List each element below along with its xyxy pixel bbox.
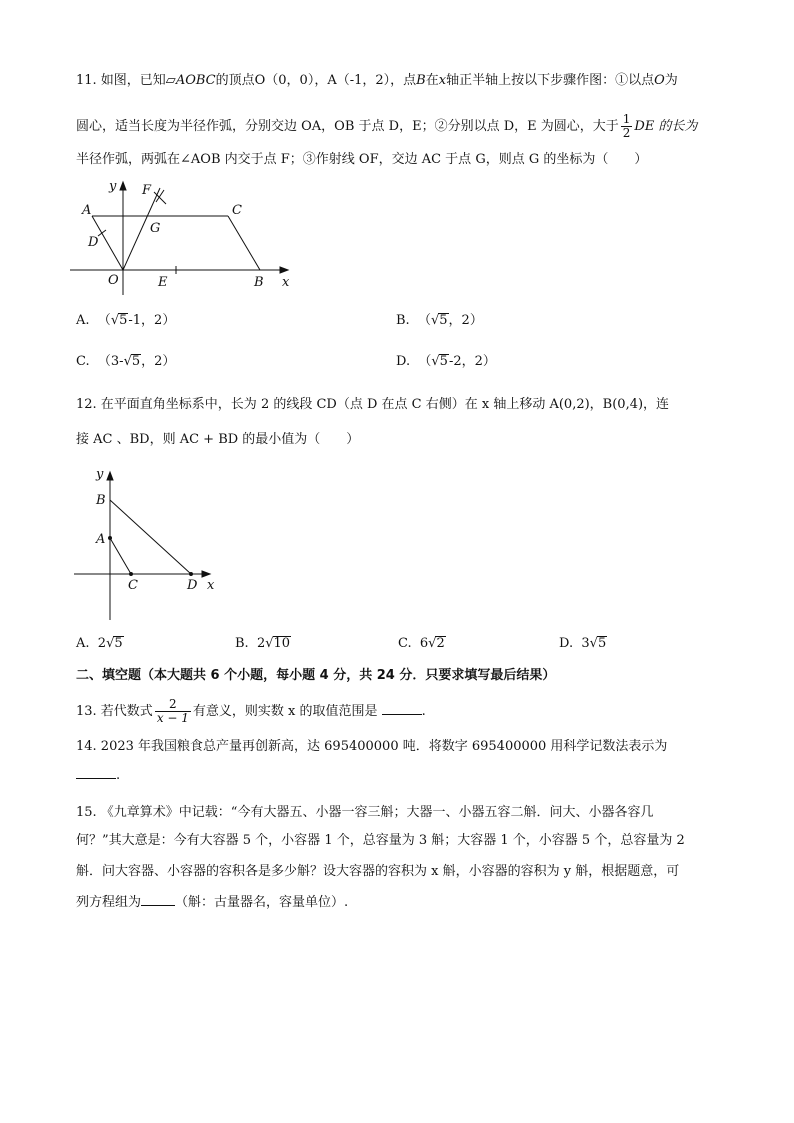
- radicand: 5: [597, 636, 607, 651]
- q15-text: 斛．问大容器、小容器的容积各是多少斛？设大容器的容积为 x 斛，小容器的容积为 y 斛，根据题意，可: [76, 864, 680, 879]
- option-coef: 2: [256, 636, 266, 651]
- q12-option-a[interactable]: A. 2√5: [76, 636, 123, 651]
- option-key: C.: [398, 636, 412, 651]
- q11-line2: [76, 113, 697, 140]
- frac-numerator: 2: [155, 698, 191, 712]
- q11-option-d[interactable]: D. （√5-2，2）: [396, 354, 496, 369]
- option-coef: 6: [419, 636, 429, 651]
- arc-mark-D: [98, 230, 106, 236]
- radicand: 5: [131, 354, 141, 369]
- q13-text: .: [421, 704, 426, 719]
- q11-option-b[interactable]: B. （√5，2）: [396, 313, 483, 328]
- option-key: D.: [559, 636, 574, 651]
- q11-figure: [60, 170, 310, 295]
- segment-BD: [110, 500, 191, 574]
- point-C: [129, 572, 133, 576]
- segment-CB: [228, 216, 260, 270]
- option-key: A.: [76, 313, 90, 328]
- q11-text: B: [416, 73, 426, 88]
- q11-text: DE 的长为: [634, 119, 698, 134]
- q13-fraction: [155, 698, 191, 725]
- q15-text: 列方程组为: [76, 895, 142, 910]
- label-O: O: [108, 273, 119, 288]
- section-heading: [76, 666, 555, 686]
- section-heading-text: 二、填空题（本大题共 6 个小题，每小题 4 分，共 24 分．只要求填写最后结果）: [76, 668, 556, 683]
- q15-line1: [76, 803, 653, 823]
- y-axis-arrow: [107, 472, 113, 480]
- radicand: 2: [436, 636, 445, 651]
- label-C: C: [232, 203, 242, 218]
- option-text: （: [417, 313, 431, 328]
- q14-text: 14. 2023 年我国粮食总产量再创新高，达 695400000 吨．将数字 695400000 用科学记数法表示为: [76, 739, 668, 754]
- q12-text: 12. 在平面直角坐标系中，长为 2 的线段 CD（点 D 在点 C 右侧）在 x 轴上移动 A(0,2)，B(0,4)，连: [76, 397, 670, 412]
- frac-denominator: 2: [622, 126, 631, 140]
- point-D: [189, 572, 193, 576]
- q11-option-c[interactable]: C. （3-√5，2）: [76, 354, 176, 369]
- q12-option-d[interactable]: D. 3√5: [559, 636, 607, 651]
- q13-answer-blank[interactable]: [382, 702, 422, 715]
- point-A: [108, 536, 112, 540]
- q11-text: 在: [425, 73, 439, 88]
- q15-text: （斛：古量器名，容量单位）.: [175, 895, 349, 910]
- q15-line4: [76, 893, 348, 913]
- option-key: D.: [396, 354, 411, 369]
- q11-text: 半径作弧，两弧在∠AOB 内交于点 F；③作射线 OF，交边 AC 于点 G，则点 G 的坐标为（ ）: [76, 152, 648, 167]
- option-text: （3-: [97, 354, 124, 369]
- label-D: D: [88, 235, 99, 250]
- option-key: C.: [76, 354, 90, 369]
- q11-text: 轴正半轴上按以下步骤作图：①以点: [446, 73, 655, 88]
- option-text: -1，2）: [128, 313, 176, 328]
- option-key: B.: [396, 313, 410, 328]
- frac-numerator: 1: [622, 112, 631, 126]
- q12-text: 接 AC 、BD，则 AC + BD 的最小值为（ ）: [76, 432, 360, 447]
- label-x: x: [282, 275, 290, 290]
- q11-parallelogram-name: AOBC: [175, 73, 216, 88]
- q11-text: 的顶点: [215, 73, 255, 88]
- label-y: y: [96, 467, 104, 482]
- q15-text: 何？”其大意是：今有大容器 5 个，小容器 1 个，总容量为 3 斛；大容器 1 个，小容器 5 个，总容量为 2: [76, 833, 685, 848]
- label-D: D: [187, 578, 198, 593]
- q13-text: 有意义，则实数 x 的取值范围是: [192, 704, 378, 719]
- label-E: E: [158, 275, 168, 290]
- radicand: 5: [439, 354, 448, 369]
- label-B: B: [254, 275, 264, 290]
- option-text: （: [418, 354, 432, 369]
- option-key: A.: [76, 636, 90, 651]
- q14-line2: [76, 766, 120, 786]
- q14-text: .: [116, 768, 121, 783]
- label-G: G: [150, 221, 161, 236]
- option-coef: 3: [581, 636, 590, 651]
- radicand: 10: [273, 636, 291, 651]
- q12-line2: [76, 430, 359, 450]
- label-B: B: [96, 493, 106, 508]
- option-coef: 2: [97, 636, 107, 651]
- q13: [76, 698, 426, 725]
- x-axis-arrow: [202, 571, 210, 577]
- q11-line3: [76, 150, 647, 170]
- radicand: 5: [114, 636, 123, 651]
- q15-answer-blank[interactable]: [141, 893, 175, 906]
- frac-denominator: x − 1: [156, 711, 189, 725]
- q11-option-a[interactable]: A. （√5-1，2）: [76, 313, 176, 328]
- y-axis-arrow: [120, 182, 126, 190]
- radicand: 5: [119, 313, 128, 328]
- label-y: y: [109, 179, 117, 194]
- q12-figure: [60, 460, 230, 625]
- q12-option-c[interactable]: C. 6√2: [398, 636, 445, 651]
- label-A: A: [82, 203, 92, 218]
- q12-option-b[interactable]: B. 2√10: [235, 636, 291, 651]
- option-text: -2，2）: [448, 354, 496, 369]
- option-key: B.: [235, 636, 249, 651]
- label-F: F: [142, 183, 152, 198]
- q11-text: 圆心，适当长度为半径作弧，分别交边 OA，OB 于点 D，E；②分别以点 D，E 为圆心，大于: [76, 119, 619, 134]
- label-C: C: [128, 578, 138, 593]
- q14-line1: [76, 737, 667, 757]
- option-text: ，2）: [141, 354, 176, 369]
- q11-text: 为: [664, 73, 678, 88]
- label-x: x: [207, 578, 215, 593]
- x-axis-arrow: [280, 267, 288, 273]
- q11-text: x: [438, 73, 447, 88]
- q15-line2: [76, 831, 685, 851]
- q15-line3: [76, 862, 679, 882]
- q11-line1: [76, 71, 678, 91]
- segment-AC: [110, 538, 131, 574]
- option-text: ，2）: [448, 313, 483, 328]
- option-text: （: [97, 313, 111, 328]
- q11-text: 11. 如图，已知▱: [76, 73, 176, 88]
- q11-text: O: [654, 73, 665, 88]
- radicand: 5: [439, 313, 448, 328]
- q11-text: O（0，0），A（-1，2），点: [254, 73, 417, 88]
- q14-answer-blank[interactable]: [76, 766, 116, 779]
- q12-line1: [76, 395, 669, 415]
- q15-text: 15. 《九章算术》中记载：“今有大器五、小器一容三斛；大器一、小器五容二斛．问大、小器各容几: [76, 805, 654, 820]
- label-A: A: [96, 532, 106, 547]
- q13-text: 13. 若代数式: [76, 704, 153, 719]
- q11-half-fraction: [621, 113, 633, 140]
